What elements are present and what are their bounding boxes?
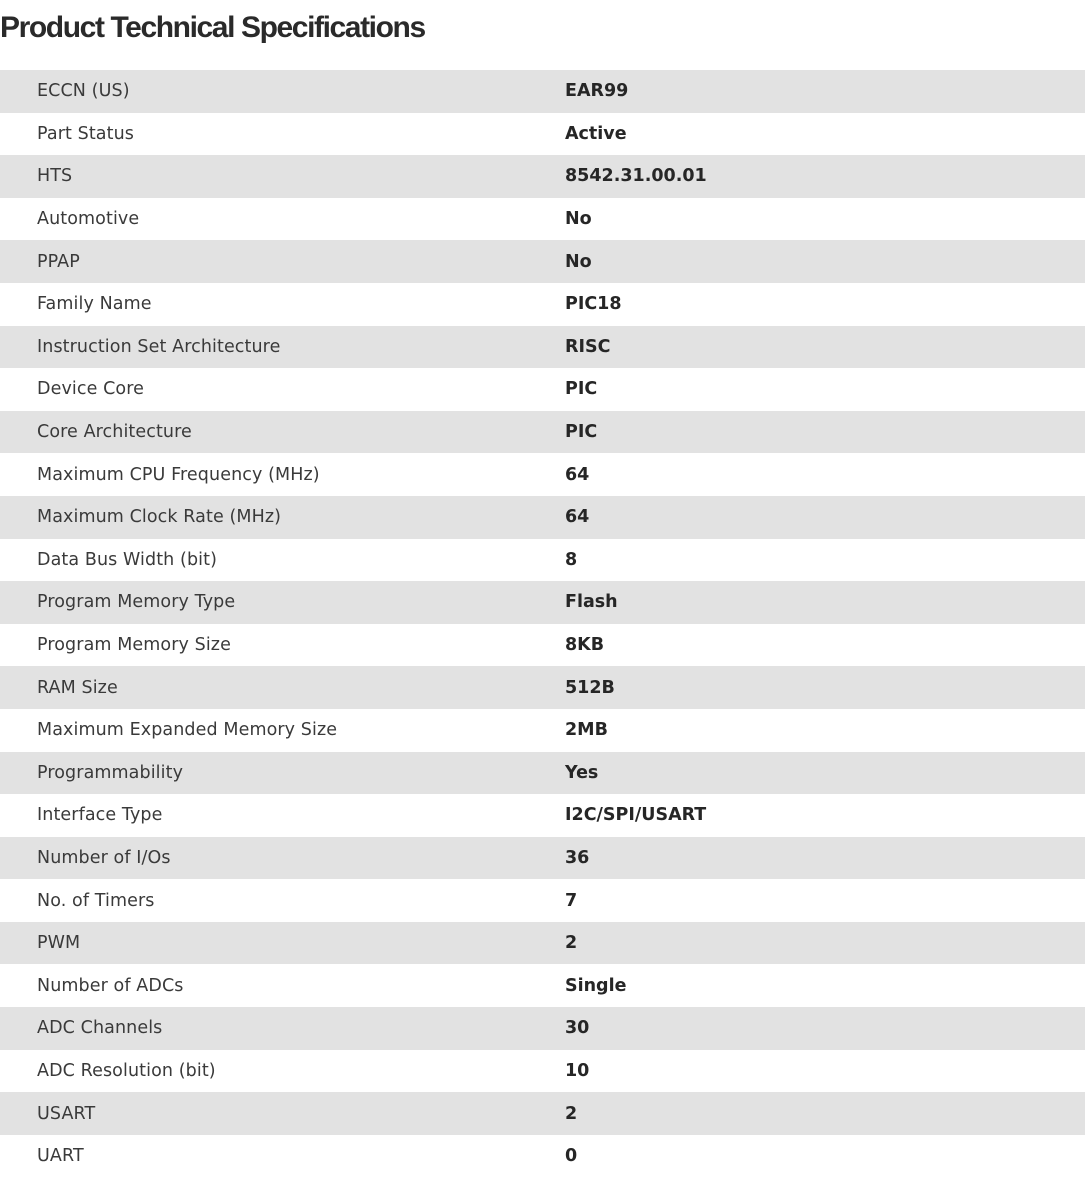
table-row [0,539,1085,582]
table-row [0,198,1085,241]
spec-label: Maximum Clock Rate (MHz) [0,496,565,539]
page-title: Product Technical Specifications [0,11,425,44]
spec-value: Flash [565,581,1085,624]
spec-label: PPAP [0,240,565,283]
spec-value: 64 [565,464,590,485]
table-row [0,794,1085,837]
spec-value: 2 [565,1092,1085,1135]
table-row [0,496,1085,539]
spec-value: No [565,209,592,230]
spec-value: PIC [565,379,598,400]
spec-label: Number of ADCs [37,975,184,996]
table-row [0,240,1085,283]
spec-value: 2MB [565,720,608,741]
spec-label: Programmability [0,752,565,795]
table-row [0,752,1085,795]
spec-value: EAR99 [565,70,1085,113]
spec-table [0,70,1085,1177]
spec-label: Maximum Expanded Memory Size [37,720,338,741]
spec-label: No. of Timers [37,890,155,911]
spec-value: Single [565,975,627,996]
table-row [0,922,1085,965]
spec-label: Instruction Set Architecture [0,326,565,369]
spec-label: UART [37,1146,84,1167]
table-row [0,453,1085,496]
spec-value: I2C/SPI/USART [565,805,707,826]
table-row [0,666,1085,709]
spec-label: Program Memory Type [0,581,565,624]
spec-value: 8 [565,549,578,570]
table-row [0,113,1085,156]
table-row [0,368,1085,411]
spec-label: Family Name [37,294,152,315]
spec-value: Yes [565,752,1085,795]
spec-label: Interface Type [37,805,163,826]
table-row [0,709,1085,752]
spec-label: RAM Size [0,666,565,709]
spec-value: 8542.31.00.01 [565,155,1085,198]
spec-label: Part Status [37,123,134,144]
spec-value: PIC18 [565,294,622,315]
spec-value: RISC [565,326,1085,369]
spec-label: ADC Resolution (bit) [37,1060,216,1081]
spec-label: Number of I/Os [0,837,565,880]
table-row [0,879,1085,922]
spec-value: 64 [565,496,1085,539]
spec-value: 512B [565,666,1085,709]
table-row [0,1050,1085,1093]
table-row [0,411,1085,454]
table-row [0,1092,1085,1135]
spec-value: 2 [565,922,1085,965]
spec-label: PWM [0,922,565,965]
spec-value: 36 [565,837,1085,880]
table-row [0,837,1085,880]
table-row [0,155,1085,198]
table-row [0,326,1085,369]
spec-label: ADC Channels [0,1007,565,1050]
spec-value: 10 [565,1060,590,1081]
spec-label: Automotive [37,209,140,230]
spec-value: PIC [565,411,1085,454]
table-row [0,624,1085,667]
table-row [0,1007,1085,1050]
spec-value: 8KB [565,635,605,656]
spec-label: Core Architecture [0,411,565,454]
spec-value: 30 [565,1007,1085,1050]
table-row [0,581,1085,624]
spec-value: Active [565,123,627,144]
spec-value: 7 [565,890,578,911]
table-row [0,964,1085,1007]
spec-value: 0 [565,1146,578,1167]
spec-label: Maximum CPU Frequency (MHz) [37,464,320,485]
table-row [0,70,1085,113]
spec-value: No [565,240,1085,283]
spec-label: USART [0,1092,565,1135]
table-row [0,283,1085,326]
spec-label: Device Core [37,379,145,400]
spec-label: HTS [0,155,565,198]
spec-label: ECCN (US) [0,70,565,113]
spec-label: Data Bus Width (bit) [37,549,218,570]
spec-label: Program Memory Size [37,635,231,656]
